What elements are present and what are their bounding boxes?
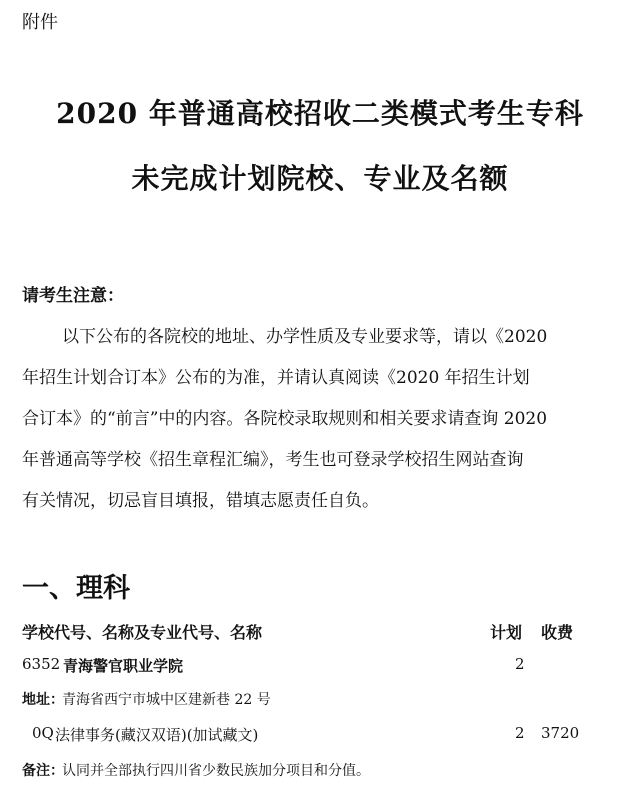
notice-line-2: 年招生计划合订本》公布的为准，并请认真阅读《2020 年招生计划	[22, 368, 530, 388]
document-title-line-2: 未完成计划院校、专业及名额	[131, 162, 509, 195]
major-name: 法律事务(藏汉双语)(加试藏文)	[55, 726, 259, 744]
notice-line-4: 年普通高等学校《招生章程汇编》，考生也可登录学校招生网站查询	[22, 450, 524, 470]
school-code: 6352	[22, 655, 61, 673]
school-name: 青海警官职业学院	[63, 657, 184, 675]
attachment-label: 附件	[22, 12, 58, 33]
notice-line-1: 以下公布的各院校的地址、办学性质及专业要求等，请以《2020	[62, 327, 548, 347]
document-title-line-1: 2020 年普通高校招收二类模式考生专科	[56, 97, 584, 130]
school-note: 认同并全部执行四川省少数民族加分项目和分值。	[62, 763, 370, 779]
address-label: 地址：	[22, 692, 64, 708]
notice-heading: 请考生注意：	[22, 286, 124, 306]
section-title: 一、理科	[22, 573, 130, 604]
note-label: 备注：	[22, 763, 64, 779]
school-address: 青海省西宁市城中区建新巷 22 号	[62, 692, 271, 708]
major-plan: 2	[515, 724, 525, 742]
major-code: 0Q	[32, 724, 54, 742]
column-header-school: 学校代号、名称及专业代号、名称	[22, 623, 263, 642]
notice-line-3: 合订本》的“前言”中的内容。各院校录取规则和相关要求请查询 2020	[22, 409, 548, 429]
school-plan: 2	[515, 655, 525, 673]
major-fee: 3720	[541, 724, 580, 742]
notice-line-5: 有关情况，切忌盲目填报，错填志愿责任自负。	[22, 491, 379, 511]
column-header-plan: 计划	[490, 623, 523, 642]
column-header-fee: 收费	[541, 623, 574, 642]
